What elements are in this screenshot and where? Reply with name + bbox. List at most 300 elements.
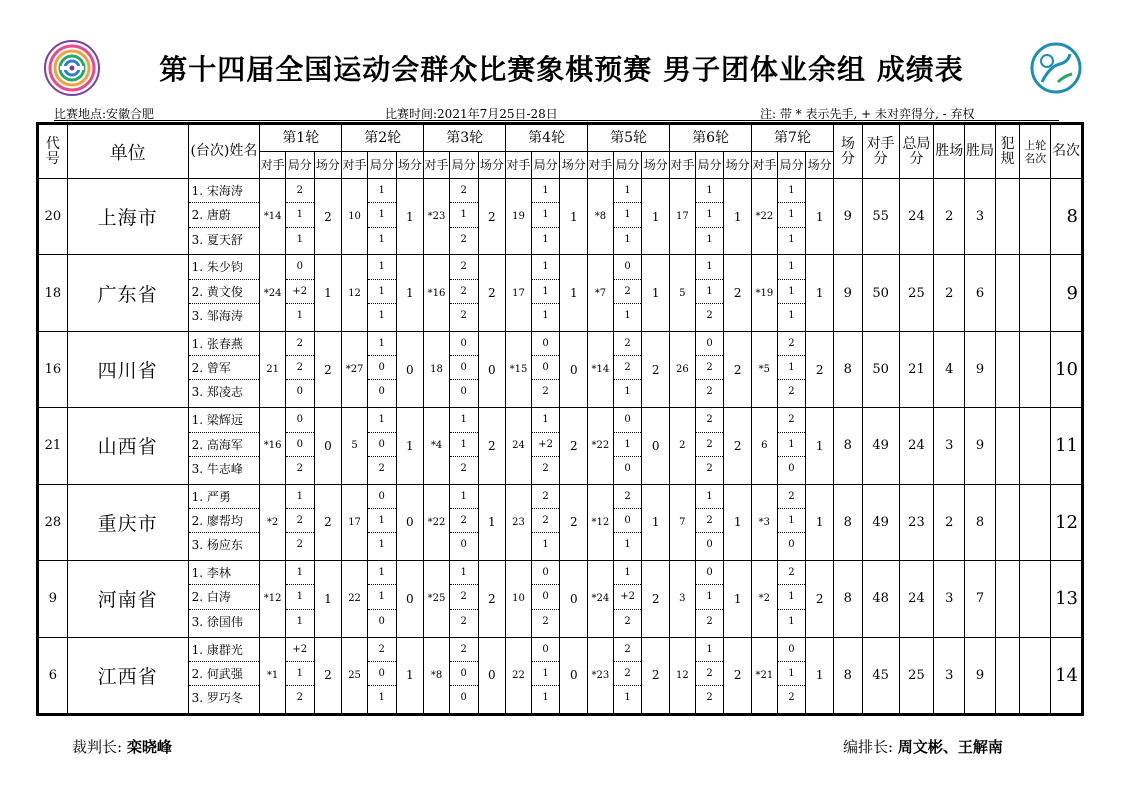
fouls xyxy=(995,331,1020,407)
round-game-scores xyxy=(531,561,560,637)
team-unit: 山西省 xyxy=(67,408,188,484)
game-score: 1 xyxy=(778,356,806,380)
round-opponent: 17 xyxy=(670,179,696,255)
game-score: 1 xyxy=(614,203,642,227)
player-name: 3. 徐国伟 xyxy=(191,614,243,629)
game-score: 0 xyxy=(286,433,314,457)
player-name: 1. 宋海涛 xyxy=(189,179,260,203)
round-game-scores xyxy=(777,561,806,637)
game-score: 2 xyxy=(624,615,631,627)
rank: 12 xyxy=(1051,484,1082,560)
total-match-points: 8 xyxy=(833,408,862,484)
round-game-scores xyxy=(367,179,396,255)
game-score: 2 xyxy=(450,179,478,203)
game-score: 0 xyxy=(532,561,560,585)
opponent-score: 49 xyxy=(862,408,899,484)
round-opponent: *24 xyxy=(260,255,286,331)
round-opponent: 25 xyxy=(342,637,368,713)
game-score: 1 xyxy=(614,433,642,457)
round-match-points: 1 xyxy=(642,179,670,255)
player-name: 2. 何武强 xyxy=(189,662,260,686)
player-name: 1. 朱少钧 xyxy=(189,255,260,279)
rank: 11 xyxy=(1051,408,1082,484)
player-name: 1. 康群光 xyxy=(189,638,260,662)
game-score: 0 xyxy=(696,332,724,356)
game-score: 2 xyxy=(296,539,303,551)
opponent-score: 50 xyxy=(862,331,899,407)
game-score: 1 xyxy=(368,332,396,356)
game-score: 2 xyxy=(788,692,795,704)
game-score: 1 xyxy=(368,179,396,203)
round-game-scores xyxy=(531,408,560,484)
player-list xyxy=(188,331,260,407)
game-score: 1 xyxy=(624,233,631,245)
arranger-names: 周文彬、王解南 xyxy=(897,738,1003,756)
game-score: 1 xyxy=(450,408,478,432)
arranger-label: 编排长: xyxy=(843,738,894,756)
player-name: 3. 牛志峰 xyxy=(191,461,243,476)
player-name: 2. 高海军 xyxy=(189,433,260,457)
game-score: 1 xyxy=(614,179,642,203)
round-game-scores xyxy=(613,179,642,255)
subheader-match-score: 场分 xyxy=(642,152,670,179)
header-round-2: 第2轮 xyxy=(342,125,424,152)
round-match-points: 1 xyxy=(314,255,342,331)
round-opponent: 22 xyxy=(506,637,532,713)
game-score: 1 xyxy=(542,539,549,551)
subheader-match-score: 场分 xyxy=(560,152,588,179)
round-opponent: *8 xyxy=(588,179,614,255)
header-board-name: (台次)姓名 xyxy=(188,125,260,179)
game-score: 0 xyxy=(460,539,467,551)
game-score: 2 xyxy=(614,332,642,356)
round-opponent: 17 xyxy=(506,255,532,331)
fouls xyxy=(995,255,1020,331)
game-score: 2 xyxy=(706,615,713,627)
round-match-points: 2 xyxy=(724,255,752,331)
round-opponent: *3 xyxy=(752,484,778,560)
round-opponent: 17 xyxy=(342,484,368,560)
round-opponent: 18 xyxy=(424,331,450,407)
table-row xyxy=(39,331,1082,407)
table-row xyxy=(39,484,1082,560)
game-score: 1 xyxy=(286,662,314,686)
round-opponent: *1 xyxy=(260,637,286,713)
round-match-points: 2 xyxy=(724,637,752,713)
round-game-scores xyxy=(367,408,396,484)
player-name: 2. 唐蔚 xyxy=(189,203,260,227)
round-match-points: 1 xyxy=(806,408,834,484)
round-opponent: *22 xyxy=(752,179,778,255)
subheader-match-score: 场分 xyxy=(478,152,506,179)
game-score: 1 xyxy=(696,179,724,203)
game-score: 1 xyxy=(542,233,549,245)
fouls xyxy=(995,637,1020,713)
game-score: +2 xyxy=(532,433,560,457)
game-score: 1 xyxy=(624,386,631,398)
chief-referee xyxy=(72,736,172,757)
game-score: 2 xyxy=(450,585,478,609)
round-opponent: *25 xyxy=(424,561,450,637)
game-score: 2 xyxy=(286,356,314,380)
round-game-scores xyxy=(777,637,806,713)
game-score: 0 xyxy=(378,615,385,627)
round-match-points: 2 xyxy=(560,484,588,560)
round-game-scores xyxy=(695,637,724,713)
game-score: 1 xyxy=(788,310,795,322)
player-name: 1. 严勇 xyxy=(189,485,260,509)
round-match-points: 1 xyxy=(560,255,588,331)
round-opponent: 6 xyxy=(752,408,778,484)
rank: 13 xyxy=(1051,561,1082,637)
game-score: 1 xyxy=(286,203,314,227)
round-match-points: 1 xyxy=(806,637,834,713)
player-list xyxy=(188,637,260,713)
player-name: 1. 梁辉远 xyxy=(189,408,260,432)
game-score: 0 xyxy=(296,386,303,398)
win-games: 9 xyxy=(965,637,996,713)
round-match-points: 2 xyxy=(560,408,588,484)
round-match-points: 2 xyxy=(478,179,506,255)
game-score: 2 xyxy=(778,561,806,585)
chief-name: 栾晓峰 xyxy=(126,738,172,756)
game-score: 2 xyxy=(286,332,314,356)
round-game-scores xyxy=(695,484,724,560)
header-opp-score: 对手分 xyxy=(862,125,899,179)
game-score: 0 xyxy=(706,539,713,551)
game-score: 2 xyxy=(460,310,467,322)
time-text: 比赛时间:2021年7月25日-28日 xyxy=(385,107,558,121)
round-opponent: 5 xyxy=(670,255,696,331)
team-unit: 广东省 xyxy=(67,255,188,331)
round-opponent: *24 xyxy=(588,561,614,637)
game-score: 1 xyxy=(542,692,549,704)
round-game-scores xyxy=(449,637,478,713)
round-opponent: 10 xyxy=(342,179,368,255)
round-game-scores xyxy=(285,179,314,255)
game-score: 2 xyxy=(450,280,478,304)
wins: 3 xyxy=(934,561,965,637)
round-opponent: 23 xyxy=(506,484,532,560)
header-round-5: 第5轮 xyxy=(588,125,670,152)
round-game-scores xyxy=(367,484,396,560)
team-code: 21 xyxy=(39,408,68,484)
subheader-opponent: 对手 xyxy=(424,152,450,179)
round-game-scores xyxy=(613,561,642,637)
header-prev-rank: 上轮名次 xyxy=(1020,125,1051,179)
round-match-points: 2 xyxy=(642,637,670,713)
game-score: 2 xyxy=(614,662,642,686)
round-game-scores xyxy=(449,561,478,637)
total-match-points: 9 xyxy=(833,179,862,255)
round-match-points: 1 xyxy=(724,484,752,560)
team-code: 6 xyxy=(39,637,68,713)
game-score: 0 xyxy=(450,356,478,380)
game-score: 1 xyxy=(450,433,478,457)
game-score: 0 xyxy=(450,332,478,356)
round-opponent: *14 xyxy=(588,331,614,407)
game-score: 2 xyxy=(778,408,806,432)
game-score: 1 xyxy=(532,662,560,686)
game-score: 1 xyxy=(532,203,560,227)
game-score: 0 xyxy=(286,255,314,279)
game-score: 0 xyxy=(532,356,560,380)
round-opponent: *5 xyxy=(752,331,778,407)
round-game-scores xyxy=(777,179,806,255)
round-game-scores xyxy=(531,179,560,255)
round-opponent: 12 xyxy=(342,255,368,331)
game-score: 0 xyxy=(368,433,396,457)
round-match-points: 2 xyxy=(478,408,506,484)
venue-text: 比赛地点:安徽合肥 xyxy=(54,107,155,121)
round-match-points: 1 xyxy=(724,561,752,637)
game-score: 2 xyxy=(614,356,642,380)
game-score: 2 xyxy=(296,692,303,704)
round-match-points: 0 xyxy=(560,331,588,407)
team-code: 18 xyxy=(39,255,68,331)
table-row xyxy=(39,408,1082,484)
game-score: 2 xyxy=(460,462,467,474)
game-score: 1 xyxy=(296,310,303,322)
game-score: 0 xyxy=(450,662,478,686)
round-game-scores xyxy=(613,408,642,484)
total-game-points: 25 xyxy=(899,637,934,713)
round-game-scores xyxy=(367,637,396,713)
game-score: 1 xyxy=(296,615,303,627)
game-score: +2 xyxy=(286,638,314,662)
game-score: 1 xyxy=(788,615,795,627)
subheader-game-score: 局分 xyxy=(367,152,396,179)
fouls xyxy=(995,561,1020,637)
game-score: 0 xyxy=(460,386,467,398)
win-games: 8 xyxy=(965,484,996,560)
round-match-points: 1 xyxy=(642,255,670,331)
round-game-scores xyxy=(367,255,396,331)
team-code: 20 xyxy=(39,179,68,255)
round-match-points: 0 xyxy=(314,408,342,484)
player-name: 3. 杨应东 xyxy=(191,538,243,553)
round-match-points: 1 xyxy=(396,179,424,255)
round-opponent: *12 xyxy=(588,484,614,560)
subheader-game-score: 局分 xyxy=(531,152,560,179)
header-round-7: 第7轮 xyxy=(752,125,834,152)
round-game-scores xyxy=(449,331,478,407)
team-code: 9 xyxy=(39,561,68,637)
team-unit: 四川省 xyxy=(67,331,188,407)
round-match-points: 1 xyxy=(396,408,424,484)
header-rule xyxy=(54,120,1059,121)
table-row xyxy=(39,255,1082,331)
game-score: 2 xyxy=(378,462,385,474)
game-score: 2 xyxy=(460,615,467,627)
wins: 4 xyxy=(934,331,965,407)
round-game-scores xyxy=(531,484,560,560)
subheader-game-score: 局分 xyxy=(695,152,724,179)
win-games: 7 xyxy=(965,561,996,637)
round-opponent: 7 xyxy=(670,484,696,560)
game-score: 2 xyxy=(614,638,642,662)
total-match-points: 8 xyxy=(833,637,862,713)
game-score: 2 xyxy=(532,485,560,509)
round-opponent: *16 xyxy=(260,408,286,484)
round-opponent: 12 xyxy=(670,637,696,713)
round-match-points: 2 xyxy=(314,331,342,407)
round-opponent: 19 xyxy=(506,179,532,255)
game-score: 1 xyxy=(286,485,314,509)
game-score: 0 xyxy=(532,332,560,356)
game-score: 2 xyxy=(696,662,724,686)
round-game-scores xyxy=(531,255,560,331)
game-score: 2 xyxy=(542,462,549,474)
subheader-opponent: 对手 xyxy=(670,152,696,179)
round-game-scores xyxy=(613,255,642,331)
game-score: 2 xyxy=(296,462,303,474)
round-game-scores xyxy=(695,331,724,407)
player-name: 2. 黄文俊 xyxy=(189,280,260,304)
round-game-scores xyxy=(531,331,560,407)
player-list xyxy=(188,408,260,484)
round-opponent: *2 xyxy=(752,561,778,637)
game-score: 1 xyxy=(286,561,314,585)
game-score: 2 xyxy=(778,332,806,356)
game-score: 1 xyxy=(778,179,806,203)
round-game-scores xyxy=(777,255,806,331)
subheader-opponent: 对手 xyxy=(752,152,778,179)
total-match-points: 9 xyxy=(833,255,862,331)
round-game-scores xyxy=(285,408,314,484)
game-score: 1 xyxy=(778,585,806,609)
wins: 2 xyxy=(934,179,965,255)
game-score: 1 xyxy=(696,280,724,304)
player-list xyxy=(188,561,260,637)
player-name: 1. 张春燕 xyxy=(189,332,260,356)
round-match-points: 1 xyxy=(396,255,424,331)
header-code: 代号 xyxy=(39,125,68,179)
round-game-scores xyxy=(613,637,642,713)
player-list xyxy=(188,179,260,255)
header-round-1: 第1轮 xyxy=(260,125,342,152)
team-unit: 上海市 xyxy=(67,179,188,255)
header-rank: 名次 xyxy=(1051,125,1082,179)
subheader-game-score: 局分 xyxy=(449,152,478,179)
game-score: 2 xyxy=(450,255,478,279)
round-opponent: *23 xyxy=(424,179,450,255)
game-score: 2 xyxy=(706,692,713,704)
game-score: 2 xyxy=(706,386,713,398)
opponent-score: 49 xyxy=(862,484,899,560)
round-match-points: 0 xyxy=(396,484,424,560)
subheader-match-score: 场分 xyxy=(806,152,834,179)
game-score: 1 xyxy=(624,310,631,322)
previous-rank xyxy=(1020,561,1051,637)
round-opponent: 10 xyxy=(506,561,532,637)
round-opponent: *19 xyxy=(752,255,778,331)
round-match-points: 1 xyxy=(642,484,670,560)
game-score: 1 xyxy=(778,203,806,227)
player-list xyxy=(188,255,260,331)
player-name: 2. 廖帮均 xyxy=(189,509,260,533)
player-name: 1. 李林 xyxy=(189,561,260,585)
game-score: 1 xyxy=(368,585,396,609)
round-match-points: 0 xyxy=(478,331,506,407)
game-score: 1 xyxy=(696,485,724,509)
game-score: 2 xyxy=(614,485,642,509)
round-opponent: 5 xyxy=(342,408,368,484)
wins: 3 xyxy=(934,637,965,713)
round-match-points: 1 xyxy=(806,179,834,255)
game-score: 0 xyxy=(368,662,396,686)
team-unit: 重庆市 xyxy=(67,484,188,560)
game-score: 0 xyxy=(778,638,806,662)
header-total-game: 总局分 xyxy=(899,125,934,179)
previous-rank xyxy=(1020,255,1051,331)
game-score: 1 xyxy=(706,233,713,245)
game-score: 1 xyxy=(450,203,478,227)
subheader-match-score: 场分 xyxy=(724,152,752,179)
round-opponent: *12 xyxy=(260,561,286,637)
game-score: 2 xyxy=(696,356,724,380)
game-score: 1 xyxy=(696,638,724,662)
game-score: 1 xyxy=(296,233,303,245)
round-game-scores xyxy=(449,255,478,331)
game-score: 1 xyxy=(696,585,724,609)
game-score: 1 xyxy=(368,408,396,432)
game-score: 1 xyxy=(450,561,478,585)
rank: 8 xyxy=(1051,179,1082,255)
player-list xyxy=(188,484,260,560)
game-score: 0 xyxy=(614,408,642,432)
opponent-score: 48 xyxy=(862,561,899,637)
opponent-score: 55 xyxy=(862,179,899,255)
chief-label: 裁判长: xyxy=(72,738,123,756)
rank: 9 xyxy=(1051,255,1082,331)
round-opponent: 21 xyxy=(260,331,286,407)
game-score: 1 xyxy=(778,662,806,686)
player-name: 3. 罗巧冬 xyxy=(191,691,243,706)
round-match-points: 2 xyxy=(314,484,342,560)
header-round-4: 第4轮 xyxy=(506,125,588,152)
round-match-points: 1 xyxy=(724,179,752,255)
round-match-points: 2 xyxy=(478,561,506,637)
page-title: 第十四届全国运动会群众比赛象棋预赛 男子团体业余组 成绩表 xyxy=(159,53,964,86)
team-unit: 江西省 xyxy=(67,637,188,713)
round-game-scores xyxy=(777,484,806,560)
previous-rank xyxy=(1020,637,1051,713)
game-score: 0 xyxy=(788,539,795,551)
round-game-scores xyxy=(449,484,478,560)
total-match-points: 8 xyxy=(833,561,862,637)
header-round-6: 第6轮 xyxy=(670,125,752,152)
header-win-games: 胜局 xyxy=(965,125,996,179)
game-score: 1 xyxy=(542,310,549,322)
total-game-points: 21 xyxy=(899,331,934,407)
header-fouls: 犯规 xyxy=(995,125,1020,179)
game-score: 2 xyxy=(778,485,806,509)
game-score: 1 xyxy=(532,280,560,304)
round-game-scores xyxy=(285,331,314,407)
game-score: 2 xyxy=(460,233,467,245)
round-match-points: 2 xyxy=(724,331,752,407)
game-score: 1 xyxy=(696,255,724,279)
game-score: 0 xyxy=(696,561,724,585)
round-opponent: *22 xyxy=(424,484,450,560)
game-score: 0 xyxy=(368,485,396,509)
team-code: 28 xyxy=(39,484,68,560)
player-name: 2. 曾军 xyxy=(189,356,260,380)
wins: 2 xyxy=(934,255,965,331)
game-score: 1 xyxy=(378,233,385,245)
game-score: 1 xyxy=(368,280,396,304)
